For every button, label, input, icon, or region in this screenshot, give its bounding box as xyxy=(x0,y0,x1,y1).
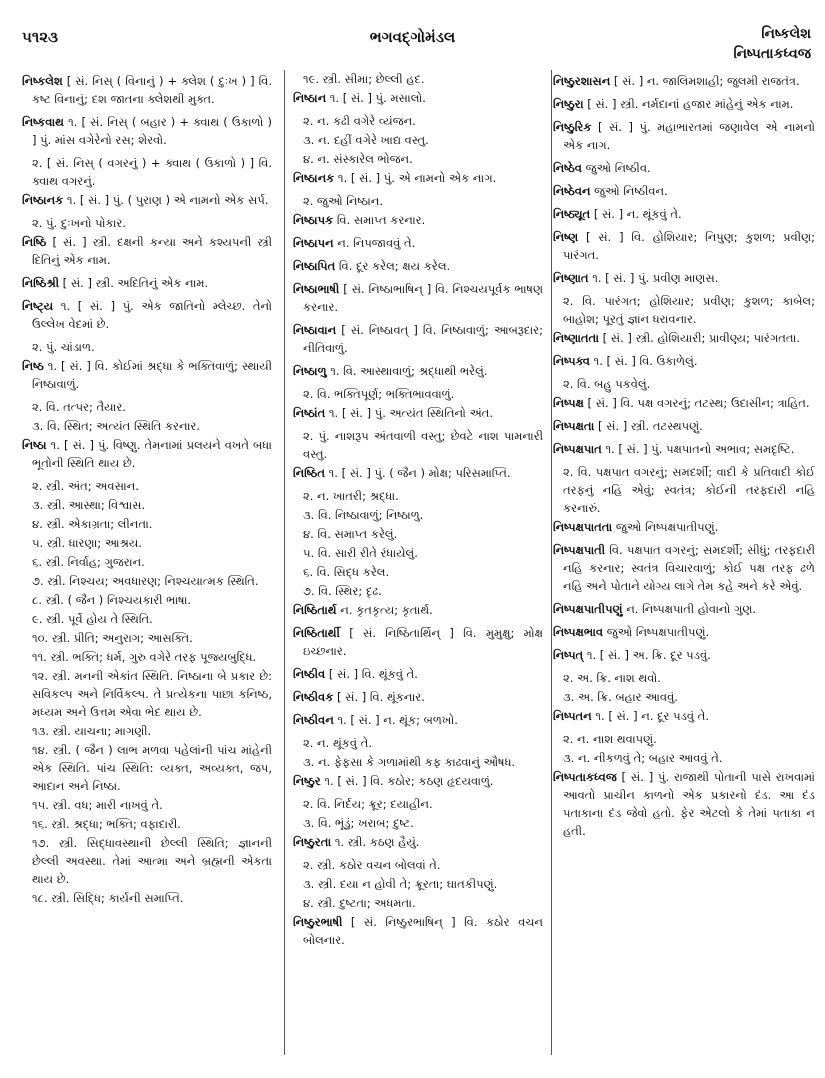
entry-headword: નિષ્પક્વ xyxy=(553,354,590,368)
entry-sense xyxy=(22,338,272,356)
entry-headword: નિષ્ઠિ xyxy=(22,235,47,249)
entry-headword: નિષ્ઠાપક xyxy=(293,213,334,227)
entry-definition: ૧. [ સં. ] પું. પક્ષપાતનો અભાવ; સમદૃષ્ટિ. xyxy=(601,442,795,456)
entry-definition: ૩. વિ. ભૂંડું; ખરાબ; દુષ્ટ. xyxy=(303,816,414,830)
entry-sense xyxy=(22,591,272,609)
entry-definition: ૧૧. સ્ત્રી. ભક્તિ; ધર્મ, ગુરુ વગેરે તરફ પૂજ્યબુદ્ધિ. xyxy=(32,650,257,664)
entry-definition: ૨. સ્ત્રી. અંત; અવસાન. xyxy=(32,479,139,493)
entry-headword: નિષ્પક્ષતા xyxy=(553,419,595,433)
entry-definition: ૧. [ સં. ] પું. પ્રવીણ માણસ. xyxy=(588,271,719,285)
entry-definition: ૨. વિ. પારંગત; હોશિયાર; પ્રવીણ; કુશળ; કાબેલ; બાહોશ; પૂરતું જ્ઞાન ધરાવનાર. xyxy=(563,294,815,326)
entry-definition: ૭. સ્ત્રી. નિશ્ચય; અવધારણ; નિશ્ચયાત્મક સ્થિતિ. xyxy=(32,574,259,588)
entry-headword: નિષ્પક્ષપાત xyxy=(553,442,602,456)
entry-definition: ૭. વિ. સ્થિર; દૃઢ. xyxy=(303,584,382,598)
entry-definition: ૩. ન. ફેફસા કે ગળામાંથી કફ કાઢવાનું ઔષધ. xyxy=(303,755,516,769)
entry-sense xyxy=(22,889,272,907)
dictionary-entry xyxy=(553,228,815,264)
entry-definition: જુઓ નિષ્ઠીવન. xyxy=(590,184,668,198)
entry-definition: [ સં. ] વિ. પક્ષ વગરનું; તટસ્થ; ઉદાસીન; ત્રાહિત. xyxy=(583,396,810,410)
entry-sense xyxy=(293,385,543,403)
entry-definition: [ સં. નિષ્ઠાભાષિન્ ] વિ. નિશ્ચયપૂર્વક ભાષણ કરનાર. xyxy=(303,282,543,314)
entry-definition: ૧. [ સં. ] પું. અત્યંત સ્થિતિનો અંત. xyxy=(325,406,493,420)
entry-definition: ૧૯. સ્ત્રી. સીમા; છેલ્લી હદ. xyxy=(303,72,425,86)
entry-definition: [ સં. ] ન. જાલિમશાહી; જુલમી રાજતંત્ર. xyxy=(610,74,800,88)
entry-headword: નિષ્ઠાંત xyxy=(293,406,326,420)
entry-definition: [ સં. નિષ્ઠુરભાષિન્ ] વિ. કઠોર વચન બોલનાર. xyxy=(303,915,543,947)
entry-definition: ૧. [ સં. ] ન. દૂર પડવું તે. xyxy=(591,709,710,723)
entry-headword: નિષ્ઠાપન xyxy=(293,236,334,250)
entry-headword: નિષ્ઠિશ્રી xyxy=(22,276,60,290)
entry-headword: નિષ્ઠેવ xyxy=(553,161,582,175)
entry-sense xyxy=(22,629,272,647)
dictionary-entry xyxy=(553,440,815,458)
entry-sense xyxy=(293,875,543,893)
entry-definition: ૨. વિ. તત્પર; તૈયાર. xyxy=(32,400,126,414)
entry-definition: ૧. [ સં. ] પું. વિષ્ણુ. તેમનામાં પ્રલયને વખતે બધા ભૂતોની સ્થિતિ થાય છે. xyxy=(32,438,272,470)
entry-definition: [ સં. ] વિ. થૂંકનાર. xyxy=(333,690,425,704)
entry-headword: નિષ્ણાત xyxy=(553,271,589,285)
entry-definition: ૨. પું. ચાંડાળ. xyxy=(32,340,95,354)
entry-headword: નિષ્કવાથ xyxy=(22,115,64,129)
column-3 xyxy=(553,72,815,845)
dictionary-entry xyxy=(553,768,815,840)
entry-headword: નિષ્ઠુરિક xyxy=(553,120,592,134)
entry-definition: ૧૪. સ્ત્રી. ( જૈન ) લાભ મળવા પહેલાંની પાંચ માંહેની એક સ્થિતિ. પાંચ સ્થિતિ: વ્યક્ત, અવ્યક્ત, જપ, આદાન અને નિષ્ઠા. xyxy=(32,743,272,793)
entry-definition: જુઓ નિષ્પક્ષપાતીપણું. xyxy=(603,625,710,639)
entry-sense xyxy=(293,894,543,912)
entry-definition: ૬. વિ. સિદ્ધ કરેલ. xyxy=(303,565,390,579)
entry-sense xyxy=(22,815,272,833)
entry-headword: નિષ્ઠાવાન xyxy=(293,323,337,337)
entry-sense xyxy=(293,112,543,130)
entry-headword: નિષ્પક્ષપાતતા xyxy=(553,520,613,534)
dictionary-entry xyxy=(293,321,543,357)
entry-sense xyxy=(293,70,543,88)
entry-headword: નિષ્ણાતતા xyxy=(553,331,599,345)
entry-definition: [ સં. નિસ્ ( વિનાનું ) + ક્લેશ ( દુઃખ ) ] વિ. કષ્ટ વિનાનું; દશ જાતના ક્લેશથી મુક્ત. xyxy=(32,74,272,106)
dictionary-entry xyxy=(293,711,543,729)
entry-definition: ૧. [ સં. નિસ્ ( બહાર ) + ક્વાથ ( ઉકાળો ) ] પું. માંસ વગેરેનો રસ; શેરવો. xyxy=(32,115,272,147)
entry-headword: નિષ્પતાકધ્વજ xyxy=(553,770,617,784)
entry-definition: ૮. સ્ત્રી. ( જૈન ) નિશ્ચયકારી ભાષા. xyxy=(32,593,192,607)
entry-definition: ૨. વિ. પક્ષપાત વગરનું; સમદર્શી; વાદી કે પ્રતિવાદી કોઈ તરફનું નહિ એવું; સ્વતંત્ર; કોઈની તરફદારી નહિ કરનારું. xyxy=(563,465,815,515)
entry-sense xyxy=(553,749,815,767)
entry-definition: ૧. [ સં. ] પું. ( પુરાણ ) એ નામનો એક સર્પ. xyxy=(63,193,269,207)
dictionary-entry xyxy=(553,352,815,370)
entry-definition: ૪. ન. સંસ્કારેલ ભોજન. xyxy=(303,152,413,166)
entry-headword: નિષ્પક્ષપાતીપણું xyxy=(553,602,623,616)
entry-headword: નિષ્ઠુરા xyxy=(553,97,584,111)
entry-definition: ૧૦. સ્ત્રી. પ્રીતિ; અનુરાગ; આસક્તિ. xyxy=(32,631,193,645)
entry-definition: ૩. સ્ત્રી. દયા ન હોવી તે; ક્રૂરતા; ઘાતકીપણું. xyxy=(303,877,498,891)
entry-definition: [ સં. ] સ્ત્રી. હોશિયારી; પ્રાવીણ્ય; પારંગતતા. xyxy=(599,331,800,345)
entry-definition: ૧. [ સં. ] વિ. કઠોર; કઠણ હૃદયવાળું. xyxy=(320,774,494,788)
entry-definition: ૫. વિ. સારી રીતે રંધાયેલું. xyxy=(303,546,418,560)
entry-sense xyxy=(22,515,272,533)
dictionary-entry xyxy=(293,913,543,949)
entry-definition: [ સં. ] સ્ત્રી. નર્મદાનાં હજાર માંહેનું એક નામ. xyxy=(583,97,794,111)
entry-sense xyxy=(553,375,815,393)
entry-definition: [ સં. ] ન. થૂંકવું તે. xyxy=(590,207,682,221)
entry-sense xyxy=(22,477,272,495)
entry-sense xyxy=(293,544,543,562)
dictionary-entry xyxy=(553,205,815,223)
dictionary-entry xyxy=(553,95,815,113)
entry-sense xyxy=(293,192,543,210)
entry-definition: ૧. [ સં. ] પું. એ નામનો એક નાગ. xyxy=(334,171,497,185)
entry-headword: નિષ્ઠા xyxy=(22,438,47,452)
entry-definition: ૧૩. સ્ત્રી. યાચના; માગણી. xyxy=(32,724,152,738)
entry-definition: ૨. ન. ખાતરી; શ્રદ્ધા. xyxy=(303,489,399,503)
entry-headword: નિષ્ઠેવન xyxy=(553,184,591,198)
entry-headword: નિષ્ઠાન xyxy=(293,91,327,105)
entry-definition: ૧૫. સ્ત્રી. વધ; મારી નાખવું તે. xyxy=(32,798,163,812)
entry-headword: નિષ્ઠાપિત xyxy=(293,259,336,273)
entry-headword: નિષ્ઠુરતા xyxy=(293,835,332,849)
entry-definition: ૧. [ સં. ] વિ. ઉકાળેલું. xyxy=(589,354,698,368)
dictionary-entry xyxy=(293,688,543,706)
entry-definition: ન. નિપજાવવું તે. xyxy=(333,236,416,250)
entry-headword: નિષ્ઠીવન xyxy=(293,713,334,727)
entry-definition: [ સં. ] સ્ત્રી. દક્ષની કન્યા અને કશ્યપની સ્ત્રી દિતિનું એક નામ. xyxy=(32,235,272,267)
entry-sense xyxy=(22,834,272,888)
guide-word-last: નિષ્પતાકધ્વજ xyxy=(733,46,811,62)
entry-sense xyxy=(553,688,815,706)
entry-definition: ૩. ન. દહીં વગેરે ખાદ્ય વસ્તુ. xyxy=(303,133,429,147)
entry-sense xyxy=(553,292,815,328)
dictionary-entry xyxy=(22,191,272,209)
entry-definition: ૧. સ્ત્રી. કઠણ હૈયું. xyxy=(331,835,420,849)
entry-headword: નિષ્ઠુર xyxy=(293,774,321,788)
entry-definition: ૬. સ્ત્રી. નિર્વાહ; ગુજરાન. xyxy=(32,555,145,569)
entry-headword: નિષ્કલેશ xyxy=(22,74,63,88)
guide-word-first: નિષ્કલેશ xyxy=(761,26,811,42)
entry-definition: ૨. વિ. નિર્દય; ક્રૂર; દયાહીન. xyxy=(303,797,433,811)
dictionary-entry xyxy=(553,269,815,287)
entry-sense xyxy=(22,648,272,666)
entry-sense xyxy=(293,814,543,832)
entry-sense xyxy=(293,734,543,752)
dictionary-entry xyxy=(553,600,815,618)
entry-sense xyxy=(22,417,272,435)
dictionary-entry xyxy=(293,404,543,422)
entry-headword: નિષ્ટ્ય xyxy=(22,299,54,313)
entry-definition: ૧. [ સં. ] પું. ( જૈન ) મોક્ષ; પરિસમાપ્તિ. xyxy=(325,466,511,480)
dictionary-entry xyxy=(22,436,272,472)
entry-sense xyxy=(293,487,543,505)
entry-definition: ૧. [ સં. ] પું. એક જાતિનો મ્લેચ્છ. તેનો ઉલ્લેખ વેદમાં છે. xyxy=(32,299,272,331)
dictionary-entry xyxy=(553,394,815,412)
dictionary-entry xyxy=(293,772,543,790)
entry-headword: નિષ્ઠ્યૂત xyxy=(553,207,591,221)
entry-sense xyxy=(293,427,543,463)
entry-sense xyxy=(293,856,543,874)
entry-headword: નિષ્ઠાભાષી xyxy=(293,282,340,296)
entry-definition: ૨. અ. ક્રિ. નાશ થવો. xyxy=(563,671,661,685)
entry-definition: ૪. વિ. સમાપ્ત કરેલું. xyxy=(303,527,398,541)
entry-definition: ૨. વિ. ભક્તિપૂર્ણ; ભક્તિભાવવાળું. xyxy=(303,387,455,401)
entry-definition: ૨. પું. નાશરૂપ અંતવાળી વસ્તુ; છેવટે નાશ પામનારી વસ્તુ. xyxy=(303,429,543,461)
entry-definition: ૧૮. સ્ત્રી. સિદ્ધિ; કાર્યની સમાપ્તિ. xyxy=(32,891,184,905)
entry-definition: ૧૬. સ્ત્રી. શ્રદ્ધા; ભક્તિ; વફાદારી. xyxy=(32,817,181,831)
entry-definition: [ સં. ] સ્ત્રી. તટસ્થપણું. xyxy=(594,419,703,433)
column-2 xyxy=(284,70,552,1055)
entry-sense xyxy=(22,398,272,416)
entry-headword: નિષ્પક્ષપાતી xyxy=(553,543,606,557)
dictionary-entry xyxy=(293,257,543,275)
entry-definition: વિ. પક્ષપાત વગરનું; સમદર્શી; સીધું; તરફદારી નહિ કરનાર; સ્વતંત્ર વિચારવાળું; કોઈ પક્ષ તરફ ઢળે નહિ અને પોતાને યોગ્ય લાગે તેમ કહે અને કરે એવું. xyxy=(563,543,815,593)
entry-definition: [ સં. નિષ્ઠિતાર્થિન્ ] વિ. મુમુક્ષુ; મોક્ષ ઇચ્છનાર. xyxy=(303,626,543,658)
entry-sense xyxy=(553,730,815,748)
entry-headword: નિષ્ઠાળુ xyxy=(293,364,327,378)
entry-sense xyxy=(22,610,272,628)
entry-definition: ૧૭. સ્ત્રી. સિદ્ધાવસ્થાની છેલ્લી સ્થિતિ; જ્ઞાનની છેલ્લી અવસ્થા. તેમાં આત્મા અને બ્રહ્મની એકતા થાય છે. xyxy=(32,836,272,886)
dictionary-entry xyxy=(293,362,543,380)
column-1 xyxy=(22,72,272,908)
entry-definition: ૨. ન. થૂંકવું તે. xyxy=(303,736,372,750)
entry-definition: [ સં. ] વિ. હોશિયાર; નિપુણ; કુશળ; પ્રવીણ; પારંગત. xyxy=(563,230,815,262)
entry-headword: નિષ્પત્ xyxy=(553,648,584,662)
entry-headword: નિષ્ણ xyxy=(553,230,579,244)
entry-sense xyxy=(293,131,543,149)
entry-definition: વિ. દૂર કરેલ; ક્ષય કરેલ. xyxy=(335,259,451,273)
entry-sense xyxy=(22,214,272,232)
entry-sense xyxy=(553,463,815,517)
entry-definition: ન. કૃતકૃત્ય; કૃતાર્થ. xyxy=(336,603,433,617)
entry-definition: ૨. [ સં. નિસ્ ( વગરનું ) + ક્વાથ ( ઉકાળો ) ] વિ. ક્વાથ વગરનું. xyxy=(32,156,272,188)
dictionary-entry xyxy=(293,464,543,482)
entry-definition: ૩. વિ. સ્થિત; અત્યંત સ્થિતિ કરનાર. xyxy=(32,419,200,433)
dictionary-entry xyxy=(293,665,543,683)
dictionary-entry xyxy=(553,417,815,435)
entry-definition: ૧. [ સં. ] અ. ક્રિ. દૂર પડવું. xyxy=(583,648,711,662)
entry-definition: ૧. [ સં. ] વિ. કોઈમાં શ્રદ્ધા કે ભક્તિવાળું; સ્થાયી નિષ્ઠાવાળું. xyxy=(32,359,272,391)
entry-definition: ૧. [ સં. ] પું. મસાલો. xyxy=(326,91,426,105)
dictionary-entry xyxy=(22,233,272,269)
entry-definition: ૨. સ્ત્રી. કઠોર વચન બોલવાં તે. xyxy=(303,858,441,872)
entry-definition: ૪. સ્ત્રી. એકાગ્રતા; લીનતા. xyxy=(32,517,153,531)
entry-sense xyxy=(553,669,815,687)
dictionary-entry xyxy=(553,518,815,536)
entry-definition: ૨. ન. કઢી વગેરે વ્યંજન. xyxy=(303,114,416,128)
dictionary-entry xyxy=(22,72,272,108)
entry-definition: જુઓ નિષ્ઠીવ. xyxy=(581,161,651,175)
entry-headword: નિષ્પક્ષ xyxy=(553,396,584,410)
entry-definition: ૨. જુઓ નિષ્ઠાન. xyxy=(303,194,384,208)
entry-headword: નિષ્ઠિતાર્થ xyxy=(293,603,337,617)
entry-definition: ૨. પું. દુઃખનો પોકાર. xyxy=(32,216,126,230)
dictionary-entry xyxy=(553,646,815,664)
entry-sense xyxy=(22,796,272,814)
entry-sense xyxy=(293,563,543,581)
entry-definition: ૨. ન. નાશ થવાપણું. xyxy=(563,732,657,746)
entry-definition: જુઓ નિષ્પક્ષપાતીપણું. xyxy=(612,520,719,534)
entry-sense xyxy=(293,506,543,524)
entry-definition: ૩. સ્ત્રી. આસ્થા; વિશ્વાસ. xyxy=(32,498,146,512)
dictionary-entry xyxy=(293,234,543,252)
entry-headword: નિષ્પતન xyxy=(553,709,592,723)
dictionary-entry xyxy=(293,624,543,660)
guide-words xyxy=(733,24,811,64)
dictionary-entry xyxy=(293,89,543,107)
entry-headword: નિષ્ઠાનક xyxy=(293,171,335,185)
dictionary-entry xyxy=(553,329,815,347)
dictionary-entry xyxy=(22,297,272,333)
entry-sense xyxy=(22,496,272,514)
entry-definition: વિ. સમાપ્ત કરનાર. xyxy=(333,213,426,227)
entry-sense xyxy=(22,154,272,190)
dictionary-entry xyxy=(553,541,815,595)
entry-definition: [ સં. ] પું. રાજાથી પોતાની પાસે રાખવામાં આવતો પ્રાચીન કાળનો એક પ્રકારનો દંડ. આ દંડ પતાકાના દંડ જેવો હતો. ફેર એટલો કે તેમાં પતાકા ન હતી. xyxy=(563,770,815,838)
entry-definition: ૩. ન. નીકળવું તે; બહાર આવવું તે. xyxy=(563,751,723,765)
dictionary-entry xyxy=(553,707,815,725)
entry-definition: ૨. વિ. બહુ પકવેલું. xyxy=(563,377,651,391)
entry-definition: [ સં. ] વિ. થૂંકવું તે. xyxy=(325,667,418,681)
dictionary-entry xyxy=(553,623,815,641)
entry-sense xyxy=(22,553,272,571)
entry-definition: ૩. વિ. નિષ્ઠાવાળું; નિષ્ઠાળુ. xyxy=(303,508,424,522)
entry-headword: નિષ્ઠીવ xyxy=(293,667,326,681)
entry-definition: ૪. સ્ત્રી. દુષ્ટતા; અધમતા. xyxy=(303,896,416,910)
entry-sense xyxy=(22,667,272,721)
entry-sense xyxy=(293,525,543,543)
dictionary-entry xyxy=(293,169,543,187)
entry-definition: [ સં. નિષ્ઠાવત્ ] વિ. નિષ્ઠાવાળું; આબરૂદાર; નીતિવાળું. xyxy=(303,323,543,355)
dictionary-entry xyxy=(553,118,815,154)
dictionary-entry xyxy=(22,274,272,292)
entry-definition: ૯. સ્ત્રી. પૂર્વે હોય તે સ્થિતિ. xyxy=(32,612,153,626)
dictionary-entry xyxy=(293,211,543,229)
page-number: ૫૧૨૩ xyxy=(22,28,59,46)
dictionary-entry xyxy=(293,833,543,851)
entry-sense xyxy=(22,741,272,795)
entry-definition: ૧૨. સ્ત્રી. મનની એકાંત સ્થિતિ. નિષ્ઠાના બે પ્રકાર છે: સવિકલ્પ અને નિર્વિકલ્પ. તે પ્રત્યેકના પાછા કનિષ્ઠ, મધ્યમ અને ઉત્તમ એવા ભેદ થાય છે. xyxy=(32,669,272,719)
dictionary-entry xyxy=(553,72,815,90)
entry-sense xyxy=(22,572,272,590)
entry-headword: નિષ્પક્ષભાવ xyxy=(553,625,604,639)
entry-definition: [ સં. ] સ્ત્રી. અદિતિનું એક નામ. xyxy=(59,276,209,290)
entry-sense xyxy=(22,722,272,740)
entry-sense xyxy=(293,582,543,600)
entry-sense xyxy=(293,753,543,771)
entry-headword: નિષ્ઠાનક xyxy=(22,193,64,207)
dictionary-entry xyxy=(293,280,543,316)
entry-headword: નિષ્ઠિતાર્થી xyxy=(293,626,340,640)
book-title: ભગવદ્ગોમંડલ xyxy=(369,28,456,46)
dictionary-entry xyxy=(553,159,815,177)
entry-definition: ૩. અ. ક્રિ. બહાર આવવું. xyxy=(563,690,678,704)
entry-definition: ૧. વિ. આસ્થાવાળું; શ્રદ્ધાથી ભરેલું. xyxy=(326,364,488,378)
dictionary-entry xyxy=(553,182,815,200)
entry-headword: નિષ્ઠુરભાષી xyxy=(293,915,343,929)
entry-headword: નિષ્ઠિત xyxy=(293,466,325,480)
entry-sense xyxy=(22,534,272,552)
entry-definition: ૧. [ સં. ] ન. થૂંક; બળખો. xyxy=(333,713,458,727)
entry-headword: નિષ્ઠુરશાસન xyxy=(553,74,611,88)
entry-sense xyxy=(293,150,543,168)
entry-definition: ન. નિષ્પક્ષપાતી હોવાનો ગુણ. xyxy=(622,602,757,616)
dictionary-entry xyxy=(22,357,272,393)
entry-headword: નિષ્ઠ xyxy=(22,359,44,373)
dictionary-entry xyxy=(293,601,543,619)
entry-sense xyxy=(293,795,543,813)
entry-headword: નિષ્ઠીવક xyxy=(293,690,334,704)
dictionary-entry xyxy=(22,113,272,149)
entry-definition: [ સં. ] પું. મહાભારતમાં જણાવેલ એ નામનો એક નાગ. xyxy=(563,120,815,152)
entry-definition: ૫. સ્ત્રી. ધારણા; આશ્રય. xyxy=(32,536,142,550)
